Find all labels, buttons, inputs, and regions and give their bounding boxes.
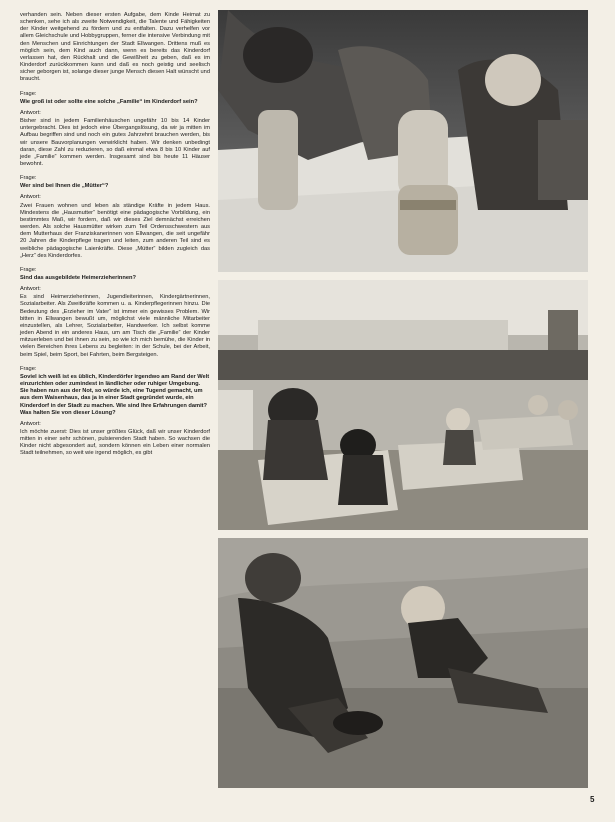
craft-table-photo [218,10,588,272]
answer-label: Antwort: [20,194,41,201]
qa-block-4 [20,366,210,458]
question-label: Frage: [20,266,37,273]
question-text: Sind das ausgebildete Heimerzieherinnen? [20,275,136,281]
text-column [20,12,210,462]
qa-block-1 [20,91,210,169]
question-label: Frage: [20,365,37,372]
classroom-photo [218,280,588,530]
question-text: Wer sind bei Ihnen die „Mütter“? [20,183,109,190]
answer-label: Antwort: [20,420,41,427]
intro-paragraph: verhanden sein. Neben dieser ersten Aufgabe, dem Kinde Heimat zu schenken, sehe ich als zweite Notwendigkeit, die Talente und Fähigkeiten der Kinder weitgehend zu fördern und zu entfalten. Dazu verhelfen vor allem Gleichschule und Hobbygruppen, ferner die intensive Verbindung mit den Menschen und Einrichtungen der Stadt Ellwangen. Drittens muß es möglich sein, dem Kind auch dann, wenn es bereits das Kinderdorf verlassen hat, den Rückhalt und die Gewißheit zu geben, daß es im Kinderdorf zurückkommen kann und daß es noch geistig und seelisch sicher geborgen ist, solange dieser junge Mensch diesen Halt wünscht und braucht. [20,12,210,83]
answer-label: Antwort: [20,109,41,116]
question-text: Soviel ich weiß ist es üblich, Kinderdörfer irgendwo am Rand der Welt einzurichten oder zumindest in ländlicher oder ruhiger Umgebung. Sie haben nun aus der Not, so würde ich, eine Tugend gemacht, um aus dem Waisenhaus, das ja in einer Stadt gegründet wurde, ein Kinderdorf in der Stadt zu machen. Wie sind Ihre Erfahrungen damit? Was halten Sie von dieser Lösung? [20,373,210,416]
answer-text: Bisher sind in jedem Familienhäuschen ungefähr 10 bis 14 Kinder untergebracht. Dies ist jedoch eine Übergangslösung, da wir ja mitten im Aufbau begriffen sind und noch ein gutes Jahrzehnt brauchen werden, bis wir unsere Bauvorplanungen verwirklicht haben. Wir denken unbedingt daran, diese Zahl zu reduzieren, so daß einmal etwa 8 bis 10 Kinder auf jede „Familie“ kommen werden. Insgesamt sind bis heute 11 Häuser bewohnt. [20,118,210,167]
question-text: Wie groß ist oder sollte eine solche „Familie“ im Kinderdorf sein? [20,98,198,105]
page-number: 5 [590,795,595,804]
question-label: Frage: [20,175,37,182]
question-label: Frage: [20,90,37,97]
answer-text: Es sind Heimerzieherinnen, Jugendleiterinnen, Kindergärtnerinnen, Sozialarbeiter. Als Zweitkräfte kommen u. a. Kinderpflegerinnen hinzu. Die Bedeutung des „Erzieher im Vater“ ist immer ein gewisses Problem. Wir bitten in Ellwangen bewußt um, möglichst viele männliche Mitarbeiter einzustellen, als Lehrer, Sozialarbeiter, Handwerker. Ich selbst komme jeden Abend in ein anderes Haus, um am Tisch die „Familie“ der Kinder mitzuerleben und bei ihnen zu sein, so wie ich mich bemühe, die Kinder in vielen Bereichen ihres Lebens zu begleiten: in der Schule, bei der Arbeit, beim Spiel, beim Sport, bei Fahrten, beim Bergsteigen. [20,294,210,358]
qa-block-2 [20,175,210,260]
qa-block-3 [20,267,210,359]
answer-label: Antwort: [20,286,41,293]
answer-text: Ich möchte zuerst: Dies ist unser größtes Glück, daß wir unser Kinderdorf mitten in einer sehr schönen, pulsierenden Stadt haben. So wachsen die Kinder nicht abgesondert auf, sondern können ein Leben einer normalen Stadt teilnehmen, so weit wie irgend möglich, es gibt [20,428,210,457]
answer-text: Zwei Frauen wohnen und leben als ständige Kräfte in jedem Haus. Mindestens die „Hausmutter“ benötigt eine pädagogische Vorbildung, ein bestimmtes Maß, wir fordern, daß wir dieses Ziel demnächst erreichen werden. Als solche Hausmütter wirken zum Teil Ordensschwestern aus dem Mutterhaus der Franziskanerinnen von Ellwangen, die seit ungefähr 20 Jahren die Kinderpflege tragen und leiten, zum anderen Teil sind es weibliche pädagogische Laienkräfte. Diese „Mütter“ bilden zugleich das „Herz“ des Kinderdorfes. [20,202,210,259]
lawn-play-photo [218,538,588,788]
